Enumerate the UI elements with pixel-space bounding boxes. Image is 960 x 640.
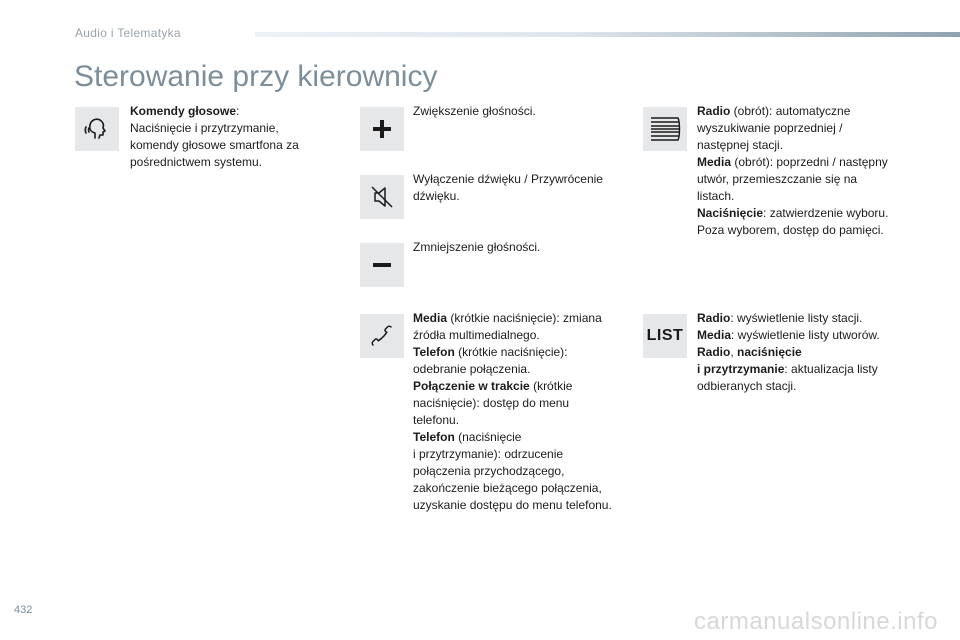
mute-description: Wyłączenie dźwięku / Przywrócenie dźwięku. xyxy=(413,172,603,203)
page-number: 432 xyxy=(14,604,33,616)
phone-icon xyxy=(360,314,404,358)
volume-down-description: Zmniejszenie głośności. xyxy=(413,240,541,254)
section-header: Audio i Telematyka xyxy=(75,26,181,40)
voice-command-description: Komendy głosowe: Naciśnięcie i przytrzymanie, komendy głosowe smartfona za pośrednictwem systemu. xyxy=(130,104,299,169)
page-title: Sterowanie przy kierownicy xyxy=(74,60,438,93)
list-button-icon: LIST xyxy=(643,314,687,358)
watermark: carmanualsonline.info xyxy=(694,608,938,635)
minus-icon xyxy=(360,243,404,287)
phone-description: Media (krótkie naciśnięcie): zmiana źródła multimedialnego. Telefon (krótkie naciśnięcie): odebranie połączenia. Połączenie w trakcie (krótkie naciśnięcie): dostęp do menu telefonu. Telefon (naciśnięcie i przytrzymanie): odrzucenie połączenia przychodzącego, zakończenie bieżącego połączenia, uzyskanie dostępu do menu telefonu. xyxy=(413,311,612,512)
plus-icon xyxy=(360,107,404,151)
volume-up-description: Zwiększenie głośności. xyxy=(413,104,536,118)
mute-icon xyxy=(360,175,404,219)
thumbwheel-description: Radio (obrót): automatyczne wyszukiwanie poprzedniej / następnej stacji. Media (obrót): poprzedni / następny utwór, przemieszczanie się na listach. Naciśnięcie: zatwierdzenie wyboru. Poza wyborem, dostęp do pamięci. xyxy=(697,104,889,237)
header-divider xyxy=(255,32,960,37)
voice-command-icon xyxy=(75,107,119,151)
thumbwheel-icon xyxy=(643,107,687,151)
list-description: Radio: wyświetlenie listy stacji. Media: wyświetlenie listy utworów. Radio, naciśnięcie i przytrzymanie: aktualizacja listy odbieranych stacji. xyxy=(697,311,880,393)
